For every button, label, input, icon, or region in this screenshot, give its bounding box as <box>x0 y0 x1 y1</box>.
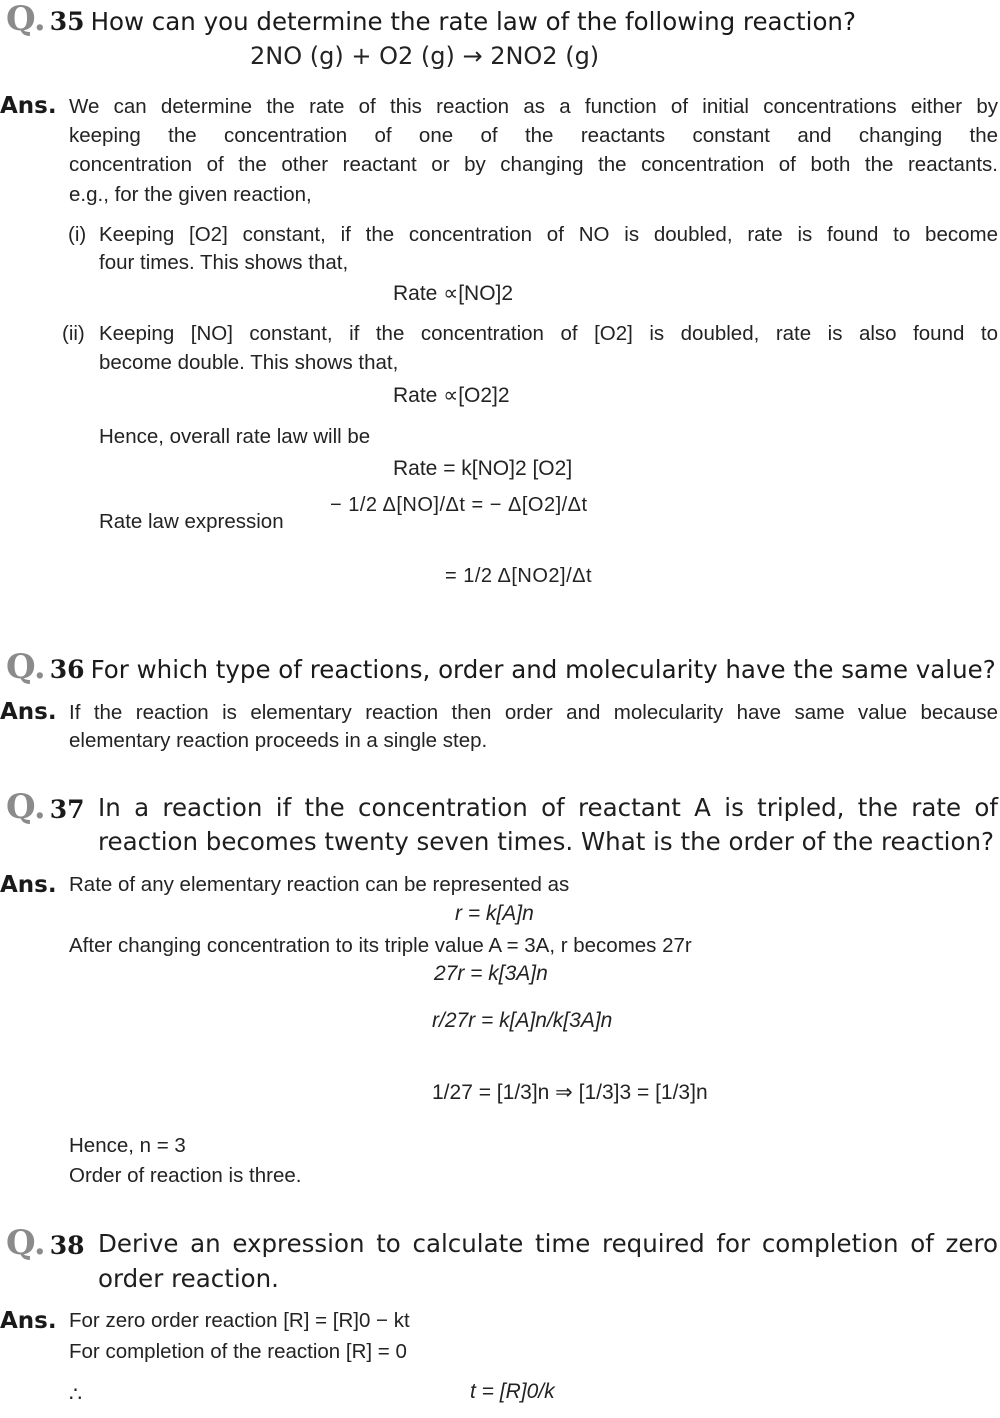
a37-hence: Hence, n = 3 <box>69 1134 186 1157</box>
a37-eq-2: 27r = k[3A]n <box>434 962 548 985</box>
a35-ii-line-2: become double. This shows that, <box>99 351 399 374</box>
question-38-line-1: Derive an expression to calculate time required for completion of zero <box>98 1229 998 1258</box>
question-number: 35 <box>49 7 85 36</box>
a35-eg-line: e.g., for the given reaction, <box>69 183 312 206</box>
question-number: 37 <box>49 795 85 824</box>
a36-line-2: elementary reaction proceeds in a single step. <box>69 729 488 752</box>
a37-conclusion: Order of reaction is three. <box>69 1164 302 1187</box>
a38-line-2: For completion of the reaction [R] = 0 <box>69 1340 407 1363</box>
item-marker-i: (i) <box>68 223 87 246</box>
reaction-equation: 2NO (g) + O2 (g) → 2NO2 (g) <box>250 42 600 70</box>
answer-label: Ans. <box>0 699 57 725</box>
a35-i-line-2: four times. This shows that, <box>99 251 349 274</box>
question-label: Q. <box>6 0 46 39</box>
question-label: Q. <box>6 1223 46 1263</box>
question-number: 38 <box>49 1231 85 1260</box>
a35-expr-label: Rate law expression <box>99 510 284 533</box>
item-marker-ii: (ii) <box>62 322 85 345</box>
question-38 <box>6 1223 91 1263</box>
a35-para-line-1: We can determine the rate of this reaction as a function of initial concentrations either by <box>69 95 998 118</box>
a37-line-1: Rate of any elementary reaction can be represented as <box>69 873 570 896</box>
a35-ii-equation: Rate ∝[O2]2 <box>393 384 510 407</box>
question-number: 36 <box>49 655 85 684</box>
a35-i-equation: Rate ∝[NO]2 <box>393 282 514 305</box>
answer-label: Ans. <box>0 93 57 119</box>
a35-para-line-3: concentration of the other reactant or by changing the concentration of both the reactants. <box>69 153 998 176</box>
question-text: How can you determine the rate law of the following reaction? <box>90 7 856 36</box>
a35-hence: Hence, overall rate law will be <box>99 425 371 448</box>
question-label: Q. <box>6 787 46 827</box>
question-label: Q. <box>6 647 46 687</box>
a35-i-line-1: Keeping [O2] constant, if the concentration of NO is doubled, rate is found to become <box>99 223 998 246</box>
a38-line-1: For zero order reaction [R] = [R]0 − kt <box>69 1309 410 1332</box>
a37-eq-1: r = k[A]n <box>455 902 534 925</box>
a35-expr-row-2: = 1/2 Δ[NO2]/Δt <box>445 565 593 587</box>
a37-eq-3: r/27r = k[A]n/k[3A]n <box>432 1009 613 1032</box>
question-35 <box>6 2 856 39</box>
a35-para-line-2: keeping the concentration of one of the reactants constant and changing the <box>69 124 998 147</box>
question-37-line-2: reaction becomes twenty seven times. What is the order of the reaction? <box>98 827 994 856</box>
a35-rate-equation: Rate = k[NO]2 [O2] <box>393 457 573 480</box>
answer-label: Ans. <box>0 1308 57 1334</box>
therefore-symbol: ∴ <box>69 1383 83 1406</box>
question-37-line-1: In a reaction if the concentration of reactant A is tripled, the rate of <box>98 793 998 822</box>
answer-label: Ans. <box>0 872 57 898</box>
a38-eq: t = [R]0/k <box>470 1380 555 1403</box>
a37-eq-4: 1/27 = [1/3]n ⇒ [1/3]3 = [1/3]n <box>432 1081 708 1104</box>
a35-expr-row-1: − 1/2 Δ[NO]/Δt = − Δ[O2]/Δt <box>330 494 588 516</box>
question-38-line-2: order reaction. <box>98 1264 279 1293</box>
a36-line-1: If the reaction is elementary reaction then order and molecularity have same value because <box>69 701 998 724</box>
a37-line-2: After changing concentration to its triple value A = 3A, r becomes 27r <box>69 934 692 957</box>
question-text: For which type of reactions, order and molecularity have the same value? <box>90 655 996 684</box>
a35-ii-line-1: Keeping [NO] constant, if the concentration of [O2] is doubled, rate is also found to <box>99 322 998 345</box>
question-36 <box>6 647 996 687</box>
question-37 <box>6 787 91 827</box>
